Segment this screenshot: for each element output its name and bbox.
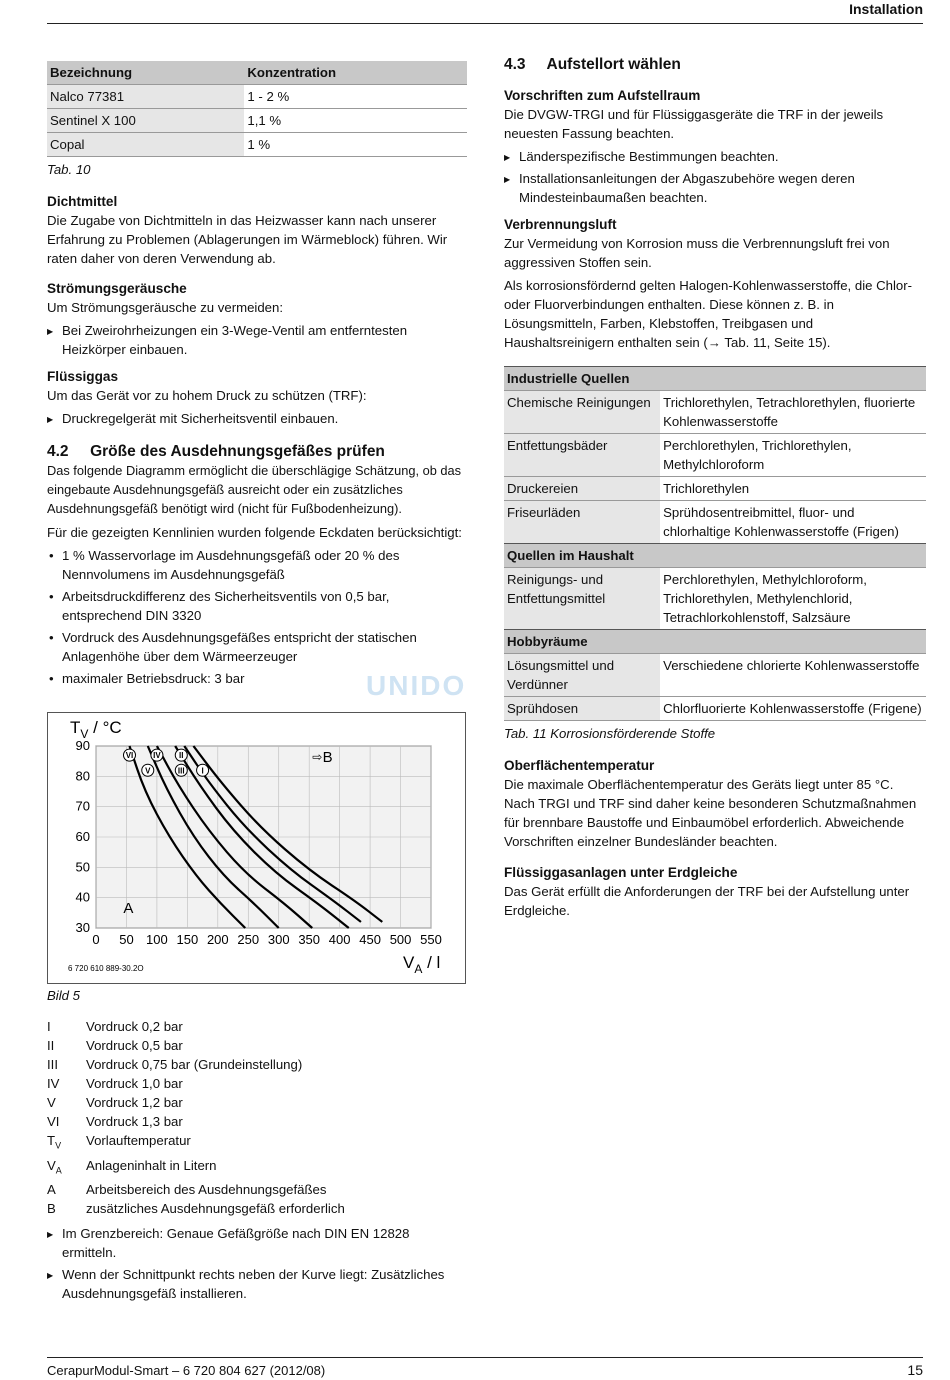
x-tick-label: 450 [359,932,381,947]
list-item: • Vordruck des Ausdehnungsgefäßes entspricht der statischen Anlagenhöhe über dem Wärmeerzeuger [47,628,467,666]
legend-description: Anlageninhalt in Litern [86,1157,217,1173]
x-tick-label: 550 [420,932,442,947]
table-10 [47,61,467,157]
table-cell: Chlorfluorierte Kohlenwasserstoffe (Frigene) [660,697,926,721]
footer-divider [47,1357,923,1358]
legend-key: $T_V$ [47,1133,62,1151]
footer-document-id: CerapurModul-Smart – 6 720 804 627 (2012/08) [47,1363,326,1378]
table-cell: 1 - 2 % [244,85,467,109]
table-11 [504,366,926,721]
list-item: ▶ Bei Zweirohrheizungen ein 3-Wege-Ventil am entferntesten Heizkörper einbauen. [47,321,467,359]
expansion-vessel-chart [48,713,465,983]
table-section-title: Hobbyräume [504,630,926,654]
legend-key: $V_A$ [47,1157,62,1176]
heading-dichtmittel: Dichtmittel [47,194,118,209]
left-column [47,61,467,691]
marker-label: I [201,766,204,776]
table-header-bezeichnung: Bezeichnung [47,61,244,85]
table-cell: Trichlorethylen [660,477,926,501]
header-title: Installation [849,1,923,17]
curve-marker-iii [175,764,187,776]
curve-marker-i [197,764,209,776]
legend-key: IV [47,1076,60,1091]
table-cell: Druckereien [504,477,660,501]
table-section-title: Industrielle Quellen [504,367,926,391]
watermark-logo: UNIDO [366,670,467,701]
table-cell: Verschiedene chlorierte Kohlenwasserstoffe [660,654,926,697]
figure-caption: Bild 5 [47,988,80,1003]
curve-marker-ii [175,749,187,761]
paragraph: Um Strömungsgeräusche zu vermeiden: [47,300,284,315]
list-item: ▶ Länderspezifische Bestimmungen beachten. [504,147,926,166]
table-cell: Perchlorethylen, Methylchloroform, Trichlorethylen, Methylenchlorid, Tetrachlorkohlenstoff, Salzsäure [660,568,926,630]
heading-oberflaechentemperatur: Oberflächentemperatur [504,758,655,773]
table-cell: Sprühdosentreibmittel, fluor- und chlorhaltige Kohlenwasserstoffe (Frigen) [660,501,926,544]
list-item: • 1 % Wasservorlage im Ausdehnungsgefäß oder 20 % des Nennvolumens im Ausdehnungsgefäß [47,546,467,584]
legend-description: Vordruck 1,0 bar [86,1076,183,1091]
table-cell: Trichlorethylen, Tetrachlorethylen, fluorierte Kohlenwasserstoffe [660,391,926,434]
x-tick-label: 50 [119,932,134,947]
x-tick-label: 350 [298,932,321,947]
header-divider [47,23,923,24]
list-item: ▶ Installationsanleitungen der Abgaszubehöre wegen deren Mindesteinbaumaßen beachten. [504,169,926,207]
marker-label: IV [153,751,161,761]
table-cell: Nalco 77381 [47,85,244,109]
list-item: ▶ Im Grenzbereich: Genaue Gefäßgröße nach DIN EN 12828 ermitteln. [47,1224,467,1262]
list-item: ▶ Wenn der Schnittpunkt rechts neben der Kurve liegt: Zusätzliches Ausdehnungsgefäß installieren. [47,1265,467,1303]
table-caption: Tab. 10 [47,162,91,177]
drawing-number: 6 720 610 889-30.2O [68,964,144,973]
x-tick-label: 150 [176,932,199,947]
heading-section-4-3: 4.3 Aufstellort wählen [504,56,681,73]
table-row [504,434,926,477]
x-tick-label: 250 [237,932,260,947]
legend-key: II [47,1038,55,1053]
table-cell: Reinigungs- und Entfettungsmittel [504,568,660,630]
marker-label: II [179,751,184,761]
x-tick-label: 400 [328,932,351,947]
y-axis-label: $T_V / ^\circ C$ [70,718,122,741]
heading-verbrennungsluft: Verbrennungsluft [504,217,617,232]
legend-description: Vordruck 0,5 bar [86,1038,183,1053]
paragraph: Als korrosionsfördernd gelten Halogen-Kohlenwasserstoffe, die Chlor- oder Fluorverbindungen enthalten. Diese können z. B. in Lösungsmitteln, Farben, Klebstoffen, Treibgasen und Haushaltsreinigern enthalten sein (→ Tab. 11, Seite 15). [504,278,913,350]
instruction-list [47,321,467,359]
paragraph: Die Zugabe von Dichtmitteln in das Heizwasser kann nach unserer Erfahrung zu Problemen (Ablagerungen im Wärmeblock) führen. Wir raten daher von deren Verwendung ab. [47,213,448,266]
region-label-b: B [322,749,333,767]
heading-section-4-2: 4.2 Größe des Ausdehnungsgefäßes prüfen [47,443,385,460]
y-tick-label: 70 [75,798,90,814]
marker-label: V [145,766,151,776]
list-item: • maximaler Betriebsdruck: 3 bar [47,669,467,688]
table-row [47,85,467,109]
marker-label: III [177,766,185,776]
paragraph: Das folgende Diagramm ermöglicht die überschlägige Schätzung, ob das eingebaute Ausdehnungsgefäß ausreicht oder ein zusätzliches Ausdehnungsgefäß benötigt wird (nicht für Fußbodenheizung). [47,463,461,516]
table-cell: Entfettungsbäder [504,434,660,477]
table-cell: 1,1 % [244,109,467,133]
legend-key: A [47,1182,56,1198]
table-cell: Sprühdosen [504,697,660,721]
table-section-header [504,544,926,568]
legend-key: VI [47,1114,60,1129]
table-row [504,568,926,630]
x-tick-label: 500 [389,932,412,947]
x-tick-label: 100 [146,932,168,947]
page-number: 15 [907,1362,923,1378]
x-tick-label: 0 [92,932,100,947]
legend-description: zusätzliches Ausdehnungsgefäß erforderlich [86,1201,345,1217]
legend-description: Arbeitsbereich des Ausdehnungsgefäßes [86,1182,327,1198]
figure-legend [47,1017,467,1218]
table-row [504,391,926,434]
instruction-list [47,409,467,428]
table-row [504,501,926,544]
legend-description: Vorlauftemperatur [86,1133,191,1148]
paragraph: Um das Gerät vor zu hohem Druck zu schützen (TRF): [47,388,367,403]
table-cell: Friseurläden [504,501,660,544]
table-cell: Copal [47,133,244,157]
legend-description: Vordruck 1,2 bar [86,1095,183,1110]
y-tick-label: 40 [75,889,90,905]
right-column [504,55,926,920]
region-label-a: A [123,899,134,917]
y-tick-label: 80 [75,768,90,784]
paragraph: Das Gerät erfüllt die Anforderungen der TRF bei der Aufstellung unter Erdgleiche. [504,884,910,918]
y-tick-label: 50 [75,859,90,875]
curve-marker-vi [124,749,136,761]
bullet-list [47,546,467,688]
y-tick-label: 60 [75,829,90,844]
curve-marker-v [142,764,154,776]
instruction-list [47,1224,467,1303]
legend-description: Vordruck 1,3 bar [86,1114,183,1129]
x-tick-label: 200 [206,932,229,947]
heading-stroemungsgeraeusche: Strömungsgeräusche [47,281,187,296]
table-row [504,697,926,721]
table-header-konzentration: Konzentration [244,61,467,85]
table-cell: Lösungsmittel und Verdünner [504,654,660,697]
table-section-header [504,630,926,654]
heading-vorschriften: Vorschriften zum Aufstellraum [504,88,701,103]
x-axis-label: $V_A$ / l [403,953,441,976]
legend-key: I [47,1019,51,1034]
x-tick-label: 300 [267,932,290,947]
legend-key: V [47,1095,56,1110]
y-tick-label: 30 [75,920,90,935]
instruction-list [504,147,926,207]
table-cell: Chemische Reinigungen [504,391,660,434]
table-cell: 1 % [244,133,467,157]
paragraph: Zur Vermeidung von Korrosion muss die Verbrennungsluft frei von aggressiven Stoffen sein. [504,236,890,270]
legend-description: Vordruck 0,75 bar (Grundeinstellung) [86,1057,303,1072]
legend-description: Vordruck 0,2 bar [86,1019,183,1034]
region-label-b-group [312,749,332,766]
curve-marker-iv [151,749,163,761]
paragraph: Die DVGW-TRGI und für Flüssiggasgeräte die TRF in der jeweils neuesten Fassung beachten. [504,107,884,141]
table-row [47,133,467,157]
marker-label: VI [125,751,134,761]
y-tick-label: 90 [75,738,90,753]
paragraph: Für die gezeigten Kennlinien wurden folgende Eckdaten berücksichtigt: [47,525,462,540]
table-row [504,654,926,697]
heading-fluessiggas: Flüssiggas [47,369,119,384]
list-item: ▶ Druckregelgerät mit Sicherheitsventil einbauen. [47,409,467,428]
list-item: • Arbeitsdruckdifferenz des Sicherheitsventils von 0,5 bar, entsprechend DIN 3320 [47,587,467,625]
legend-key: III [47,1057,58,1072]
table-caption: Tab. 11 Korrosionsförderende Stoffe [504,726,716,741]
figure-legend-block [47,1009,467,1306]
table-cell: Perchlorethylen, Trichlorethylen, Methylchloroform [660,434,926,477]
heading-erdgleiche: Flüssiggasanlagen unter Erdgleiche [504,865,738,880]
table-section-title: Quellen im Haushalt [504,544,926,568]
table-cell: Sentinel X 100 [47,109,244,133]
table-row [504,477,926,501]
table-section-header [504,367,926,391]
diagram-frame [47,712,466,1005]
legend-key: B [47,1201,56,1217]
table-row [47,109,467,133]
paragraph: Die maximale Oberflächentemperatur des Geräts liegt unter 85 °C. Nach TRGI und TRF sind daher keine besonderen Schutzmaßnahmen für brennbare Baustoffe und Einbaumöbel erforderlich. Abweichende Vorschriften einzelner Bundesländer beachten. [504,777,917,849]
arrow-icon: ⇨ [312,750,323,765]
